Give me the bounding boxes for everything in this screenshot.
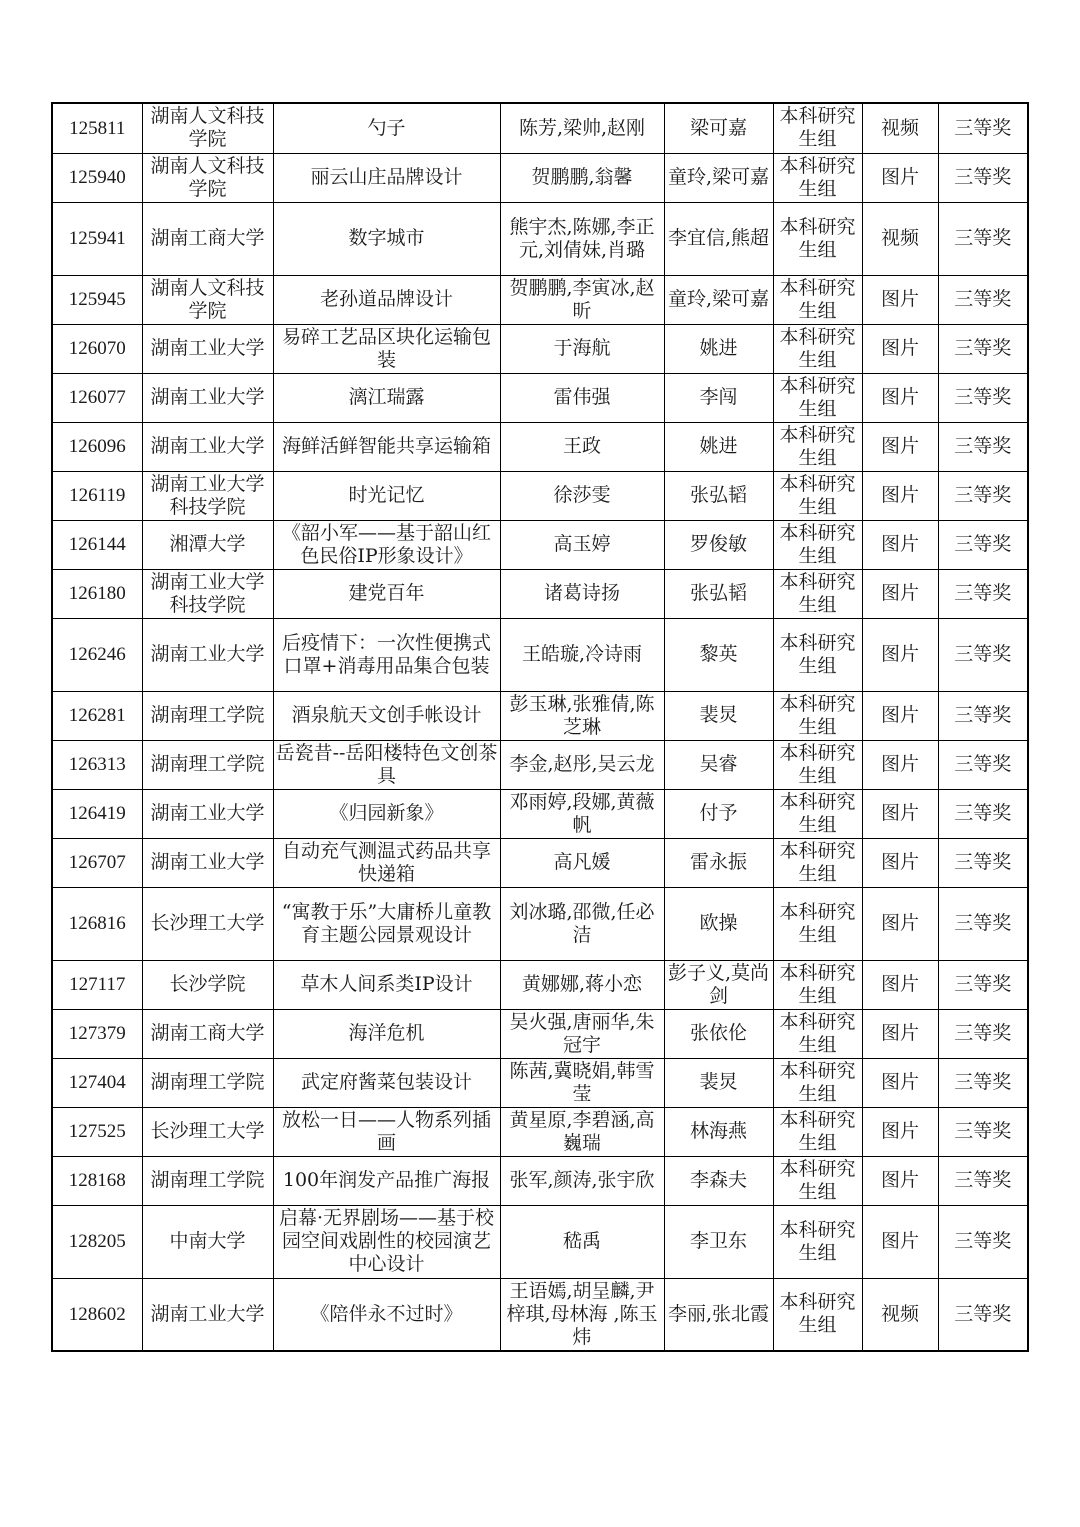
work-type-cell: 图片	[862, 520, 938, 569]
award-cell: 三等奖	[938, 1156, 1028, 1205]
advisor-cell: 张弘韬	[664, 569, 773, 618]
work-title-cell: 自动充气测温式药品共享快递箱	[273, 838, 500, 887]
group-cell: 本科研究生组	[773, 202, 862, 275]
award-cell: 三等奖	[938, 520, 1028, 569]
table-row	[52, 373, 1028, 422]
group-cell: 本科研究生组	[773, 103, 862, 153]
work-type-cell: 图片	[862, 838, 938, 887]
group-cell: 本科研究生组	[773, 471, 862, 520]
group-cell: 本科研究生组	[773, 1205, 862, 1278]
table-row	[52, 275, 1028, 324]
table-row	[52, 740, 1028, 789]
entry-id-cell: 126313	[52, 740, 142, 789]
group-cell: 本科研究生组	[773, 618, 862, 691]
award-cell: 三等奖	[938, 1009, 1028, 1058]
school-cell: 湖南人文科技学院	[142, 275, 273, 324]
school-cell: 湖南工业大学	[142, 789, 273, 838]
work-type-cell: 图片	[862, 1009, 938, 1058]
authors-cell: 雷伟强	[500, 373, 664, 422]
table-row	[52, 789, 1028, 838]
work-title-cell: 酒泉航天文创手帐设计	[273, 691, 500, 740]
work-title-cell: 启幕·无界剧场——基于校园空间戏剧性的校园演艺中心设计	[273, 1205, 500, 1278]
school-cell: 湖南理工学院	[142, 740, 273, 789]
school-cell: 湖南工商大学	[142, 1009, 273, 1058]
work-type-cell: 图片	[862, 1205, 938, 1278]
group-cell: 本科研究生组	[773, 1058, 862, 1107]
entry-id-cell: 127117	[52, 960, 142, 1009]
work-type-cell: 图片	[862, 691, 938, 740]
work-title-cell: 《陪伴永不过时》	[273, 1278, 500, 1351]
advisor-cell: 林海燕	[664, 1107, 773, 1156]
work-title-cell: 《韶小军——基于韶山红色民俗IP形象设计》	[273, 520, 500, 569]
entry-id-cell: 126070	[52, 324, 142, 373]
work-title-cell: 易碎工艺品区块化运输包装	[273, 324, 500, 373]
advisor-cell: 李宜信,熊超	[664, 202, 773, 275]
authors-cell: 黄星原,李碧涵,高巍瑞	[500, 1107, 664, 1156]
work-type-cell: 视频	[862, 1278, 938, 1351]
advisor-cell: 姚进	[664, 422, 773, 471]
work-title-cell: 后疫情下：一次性便携式口罩+消毒用品集合包装	[273, 618, 500, 691]
entry-id-cell: 127379	[52, 1009, 142, 1058]
work-title-cell: “寓教于乐”大庸桥儿童教育主题公园景观设计	[273, 887, 500, 960]
authors-cell: 张军,颜涛,张宇欣	[500, 1156, 664, 1205]
award-cell: 三等奖	[938, 471, 1028, 520]
authors-cell: 吴火强,唐丽华,朱冠宇	[500, 1009, 664, 1058]
award-cell: 三等奖	[938, 838, 1028, 887]
advisor-cell: 裴炅	[664, 691, 773, 740]
work-title-cell: 海洋危机	[273, 1009, 500, 1058]
school-cell: 湖南工业大学科技学院	[142, 569, 273, 618]
school-cell: 湖南工业大学	[142, 1278, 273, 1351]
award-cell: 三等奖	[938, 103, 1028, 153]
school-cell: 湖南人文科技学院	[142, 103, 273, 153]
table-row	[52, 153, 1028, 202]
award-cell: 三等奖	[938, 887, 1028, 960]
authors-cell: 刘冰璐,邵微,任必洁	[500, 887, 664, 960]
work-type-cell: 图片	[862, 740, 938, 789]
entry-id-cell: 127525	[52, 1107, 142, 1156]
entry-id-cell: 126119	[52, 471, 142, 520]
advisor-cell: 裴炅	[664, 1058, 773, 1107]
work-title-cell: 放松一日——人物系列插画	[273, 1107, 500, 1156]
authors-cell: 高凡媛	[500, 838, 664, 887]
advisor-cell: 张依伦	[664, 1009, 773, 1058]
group-cell: 本科研究生组	[773, 740, 862, 789]
advisor-cell: 李森夫	[664, 1156, 773, 1205]
award-cell: 三等奖	[938, 569, 1028, 618]
group-cell: 本科研究生组	[773, 1156, 862, 1205]
advisor-cell: 黎英	[664, 618, 773, 691]
school-cell: 湖南工业大学	[142, 618, 273, 691]
group-cell: 本科研究生组	[773, 275, 862, 324]
group-cell: 本科研究生组	[773, 1278, 862, 1351]
work-title-cell: 武定府酱菜包装设计	[273, 1058, 500, 1107]
work-type-cell: 图片	[862, 1156, 938, 1205]
school-cell: 湖南理工学院	[142, 1058, 273, 1107]
award-cell: 三等奖	[938, 1278, 1028, 1351]
table-row	[52, 422, 1028, 471]
authors-cell: 嵇禹	[500, 1205, 664, 1278]
award-cell: 三等奖	[938, 422, 1028, 471]
award-cell: 三等奖	[938, 789, 1028, 838]
work-title-cell: 100年润发产品推广海报	[273, 1156, 500, 1205]
group-cell: 本科研究生组	[773, 887, 862, 960]
entry-id-cell: 128205	[52, 1205, 142, 1278]
work-type-cell: 图片	[862, 422, 938, 471]
table-row	[52, 202, 1028, 275]
entry-id-cell: 128602	[52, 1278, 142, 1351]
advisor-cell: 李卫东	[664, 1205, 773, 1278]
work-type-cell: 图片	[862, 373, 938, 422]
table-row	[52, 1009, 1028, 1058]
award-cell: 三等奖	[938, 324, 1028, 373]
advisor-cell: 吴睿	[664, 740, 773, 789]
authors-cell: 王皓璇,冷诗雨	[500, 618, 664, 691]
work-type-cell: 图片	[862, 275, 938, 324]
work-title-cell: 老孙道品牌设计	[273, 275, 500, 324]
entry-id-cell: 126707	[52, 838, 142, 887]
table-row	[52, 1278, 1028, 1351]
group-cell: 本科研究生组	[773, 691, 862, 740]
table-row	[52, 1107, 1028, 1156]
advisor-cell: 张弘韬	[664, 471, 773, 520]
entry-id-cell: 125945	[52, 275, 142, 324]
advisor-cell: 彭子义,莫尚剑	[664, 960, 773, 1009]
work-title-cell: 《归园新象》	[273, 789, 500, 838]
group-cell: 本科研究生组	[773, 422, 862, 471]
group-cell: 本科研究生组	[773, 838, 862, 887]
group-cell: 本科研究生组	[773, 324, 862, 373]
advisor-cell: 罗俊敏	[664, 520, 773, 569]
work-title-cell: 海鲜活鲜智能共享运输箱	[273, 422, 500, 471]
work-type-cell: 图片	[862, 471, 938, 520]
group-cell: 本科研究生组	[773, 373, 862, 422]
authors-cell: 贺鹏鹏,李寅冰,赵昕	[500, 275, 664, 324]
work-type-cell: 图片	[862, 153, 938, 202]
authors-cell: 高玉婷	[500, 520, 664, 569]
award-cell: 三等奖	[938, 960, 1028, 1009]
table-row	[52, 838, 1028, 887]
school-cell: 湖南工业大学	[142, 324, 273, 373]
entry-id-cell: 126281	[52, 691, 142, 740]
work-type-cell: 视频	[862, 202, 938, 275]
entry-id-cell: 128168	[52, 1156, 142, 1205]
work-title-cell: 丽云山庄品牌设计	[273, 153, 500, 202]
group-cell: 本科研究生组	[773, 1107, 862, 1156]
authors-cell: 彭玉琳,张雅倩,陈芝琳	[500, 691, 664, 740]
advisor-cell: 童玲,梁可嘉	[664, 153, 773, 202]
work-title-cell: 勺子	[273, 103, 500, 153]
entry-id-cell: 126419	[52, 789, 142, 838]
school-cell: 湘潭大学	[142, 520, 273, 569]
work-title-cell: 草木人间系类IP设计	[273, 960, 500, 1009]
school-cell: 长沙理工大学	[142, 887, 273, 960]
work-type-cell: 图片	[862, 789, 938, 838]
entry-id-cell: 125940	[52, 153, 142, 202]
authors-cell: 王政	[500, 422, 664, 471]
school-cell: 湖南工商大学	[142, 202, 273, 275]
award-cell: 三等奖	[938, 618, 1028, 691]
authors-cell: 贺鹏鹏,翁馨	[500, 153, 664, 202]
group-cell: 本科研究生组	[773, 520, 862, 569]
entry-id-cell: 127404	[52, 1058, 142, 1107]
group-cell: 本科研究生组	[773, 569, 862, 618]
work-type-cell: 图片	[862, 324, 938, 373]
group-cell: 本科研究生组	[773, 1009, 862, 1058]
award-cell: 三等奖	[938, 1058, 1028, 1107]
authors-cell: 于海航	[500, 324, 664, 373]
advisor-cell: 欧操	[664, 887, 773, 960]
table-row	[52, 569, 1028, 618]
authors-cell: 王语嫣,胡呈麟,尹梓琪,母林海 ,陈玉炜	[500, 1278, 664, 1351]
school-cell: 长沙学院	[142, 960, 273, 1009]
school-cell: 湖南工业大学	[142, 373, 273, 422]
work-type-cell: 图片	[862, 569, 938, 618]
entry-id-cell: 126246	[52, 618, 142, 691]
award-cell: 三等奖	[938, 275, 1028, 324]
advisor-cell: 付予	[664, 789, 773, 838]
table-row	[52, 324, 1028, 373]
award-cell: 三等奖	[938, 373, 1028, 422]
work-type-cell: 图片	[862, 887, 938, 960]
table-row	[52, 1156, 1028, 1205]
award-cell: 三等奖	[938, 1107, 1028, 1156]
table-row	[52, 1058, 1028, 1107]
authors-cell: 熊宇杰,陈娜,李正元,刘倩妹,肖璐	[500, 202, 664, 275]
work-type-cell: 视频	[862, 103, 938, 153]
advisor-cell: 姚进	[664, 324, 773, 373]
table-row	[52, 103, 1028, 153]
table-row	[52, 618, 1028, 691]
entry-id-cell: 125811	[52, 103, 142, 153]
table-row	[52, 471, 1028, 520]
entry-id-cell: 126180	[52, 569, 142, 618]
award-table-body	[52, 103, 1028, 1351]
group-cell: 本科研究生组	[773, 960, 862, 1009]
award-cell: 三等奖	[938, 202, 1028, 275]
work-title-cell: 漓江瑞露	[273, 373, 500, 422]
award-table	[51, 102, 1029, 1352]
school-cell: 长沙理工大学	[142, 1107, 273, 1156]
entry-id-cell: 126144	[52, 520, 142, 569]
table-row	[52, 1205, 1028, 1278]
work-title-cell: 数字城市	[273, 202, 500, 275]
school-cell: 湖南工业大学科技学院	[142, 471, 273, 520]
authors-cell: 黄娜娜,蒋小恋	[500, 960, 664, 1009]
work-title-cell: 建党百年	[273, 569, 500, 618]
award-cell: 三等奖	[938, 153, 1028, 202]
authors-cell: 李金,赵彤,吴云龙	[500, 740, 664, 789]
authors-cell: 邓雨婷,段娜,黄薇帆	[500, 789, 664, 838]
authors-cell: 诸葛诗扬	[500, 569, 664, 618]
work-type-cell: 图片	[862, 1058, 938, 1107]
work-title-cell: 时光记忆	[273, 471, 500, 520]
advisor-cell: 童玲,梁可嘉	[664, 275, 773, 324]
authors-cell: 徐莎雯	[500, 471, 664, 520]
advisor-cell: 梁可嘉	[664, 103, 773, 153]
authors-cell: 陈茜,冀晓娟,韩雪莹	[500, 1058, 664, 1107]
advisor-cell: 李闯	[664, 373, 773, 422]
school-cell: 湖南理工学院	[142, 1156, 273, 1205]
work-title-cell: 岳瓷昔--岳阳楼特色文创茶具	[273, 740, 500, 789]
table-row	[52, 960, 1028, 1009]
table-row	[52, 520, 1028, 569]
entry-id-cell: 125941	[52, 202, 142, 275]
advisor-cell: 李丽,张北霞	[664, 1278, 773, 1351]
advisor-cell: 雷永振	[664, 838, 773, 887]
entry-id-cell: 126077	[52, 373, 142, 422]
work-type-cell: 图片	[862, 960, 938, 1009]
school-cell: 湖南工业大学	[142, 838, 273, 887]
entry-id-cell: 126816	[52, 887, 142, 960]
school-cell: 湖南工业大学	[142, 422, 273, 471]
award-cell: 三等奖	[938, 1205, 1028, 1278]
group-cell: 本科研究生组	[773, 153, 862, 202]
group-cell: 本科研究生组	[773, 789, 862, 838]
school-cell: 湖南理工学院	[142, 691, 273, 740]
award-cell: 三等奖	[938, 691, 1028, 740]
work-type-cell: 图片	[862, 1107, 938, 1156]
entry-id-cell: 126096	[52, 422, 142, 471]
work-type-cell: 图片	[862, 618, 938, 691]
table-row	[52, 887, 1028, 960]
authors-cell: 陈芳,梁帅,赵刚	[500, 103, 664, 153]
school-cell: 湖南人文科技学院	[142, 153, 273, 202]
award-cell: 三等奖	[938, 740, 1028, 789]
school-cell: 中南大学	[142, 1205, 273, 1278]
table-row	[52, 691, 1028, 740]
